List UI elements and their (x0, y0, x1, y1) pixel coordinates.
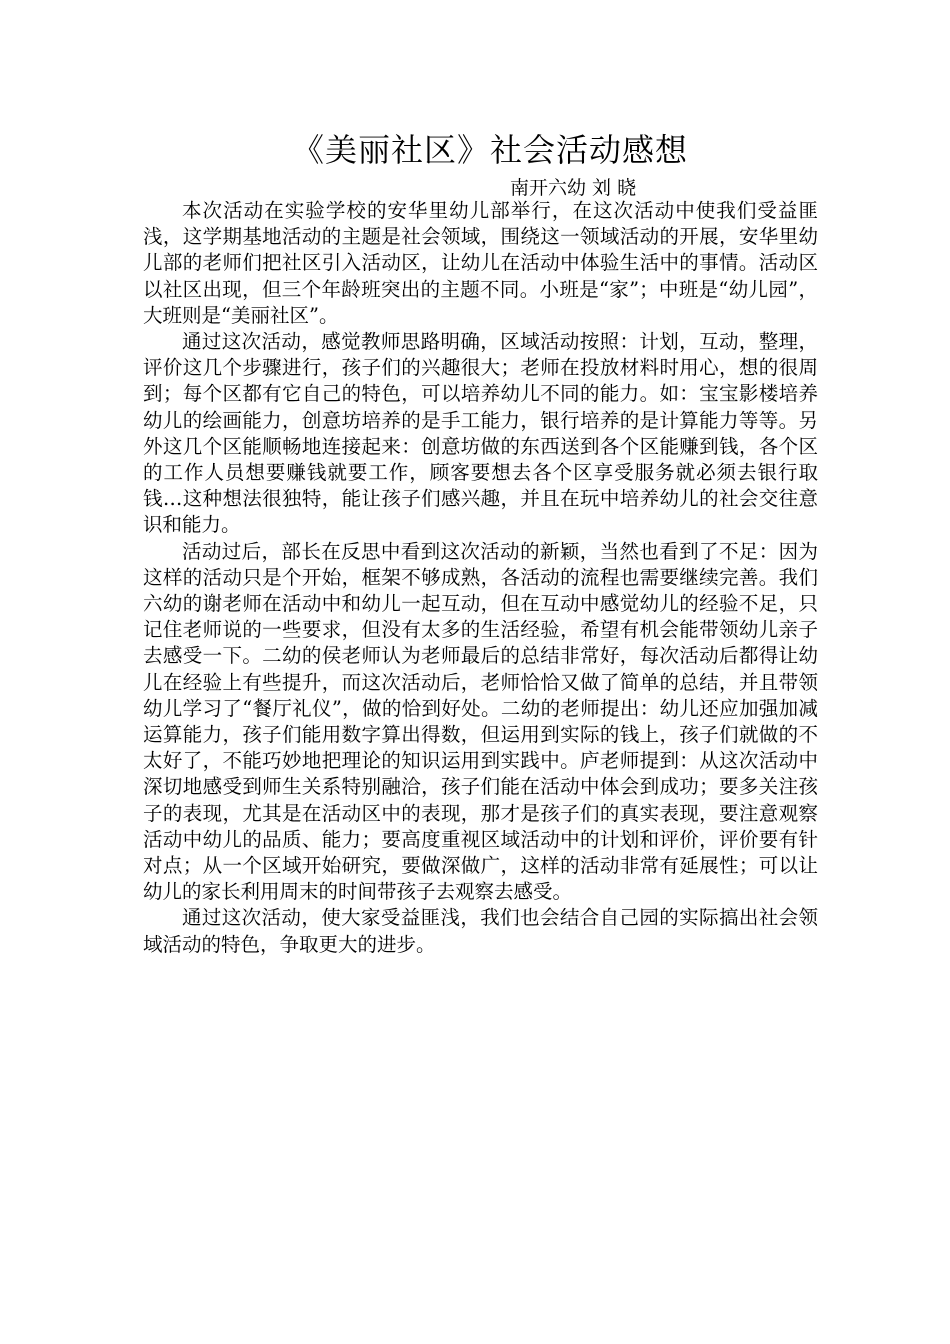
paragraph-1: 本次活动在实验学校的安华里幼儿部举行，在这次活动中使我们受益匪浅，这学期基地活动的主题是社会领域，围绕这一领域活动的开展，安华里幼儿部的老师们把社区引入活动区，让幼儿在活动中体验生活中的事情。活动区以社区出现，但三个年龄班突出的主题不同。小班是“家”；中班是“幼儿园”，大班则是“美丽社区”。 (143, 199, 818, 327)
paragraph-2: 通过这次活动，感觉教师思路明确，区域活动按照：计划，互动，整理，评价这几个步骤进行，孩子们的兴趣很大；老师在投放材料时用心，想的很周到；每个区都有它自己的特色，可以培养幼儿不同的能力。如：宝宝影楼培养幼儿的绘画能力，创意坊培养的是手工能力，银行培养的是计算能力等等。另外这几个区能顺畅地连接起来：创意坊做的东西送到各个区能赚到钱，各个区的工作人员想要赚钱就要工作，顾客要想去各个区享受服务就必须去银行取钱…这种想法很独特，能让孩子们感兴趣，并且在玩中培养幼儿的社会交往意识和能力。 (143, 330, 818, 537)
paragraph-3: 活动过后，部长在反思中看到这次活动的新颖，当然也看到了不足：因为这样的活动只是个开始，框架不够成熟，各活动的流程也需要继续完善。我们六幼的谢老师在活动中和幼儿一起互动，但在互动中感觉幼儿的经验不足，只记住老师说的一些要求，但没有太多的生活经验，希望有机会能带领幼儿亲子去感受一下。二幼的侯老师认为老师最后的总结非常好，每次活动后都得让幼儿在经验上有些提升，而这次活动后，老师恰恰又做了简单的总结，并且带领幼儿学习了“餐厅礼仪”，做的恰到好处。二幼的老师提出：幼儿还应加强加减运算能力，孩子们能用数字算出得数，但运用到实际的钱上，孩子们就做的不太好了，不能巧妙地把理论的知识运用到实践中。庐老师提到：从这次活动中深切地感受到师生关系特别融洽，孩子们能在活动中体会到成功；要多关注孩子的表现，尤其是在活动区中的表现，那才是孩子们的真实表现，要注意观察活动中幼儿的品质、能力；要高度重视区域活动中的计划和评价，评价要有针对点；从一个区域开始研究，要做深做广，这样的活动非常有延展性；可以让幼儿的家长利用周末的时间带孩子去观察去感受。 (143, 539, 818, 904)
document-author: 南开六幼 刘 晓 (510, 177, 637, 199)
document-body (143, 198, 818, 958)
document-title: 《美丽社区》社会活动感想 (291, 131, 688, 169)
paragraph-4: 通过这次活动，使大家受益匪浅，我们也会结合自己园的实际搞出社会领域活动的特色，争取更大的进步。 (143, 906, 818, 956)
